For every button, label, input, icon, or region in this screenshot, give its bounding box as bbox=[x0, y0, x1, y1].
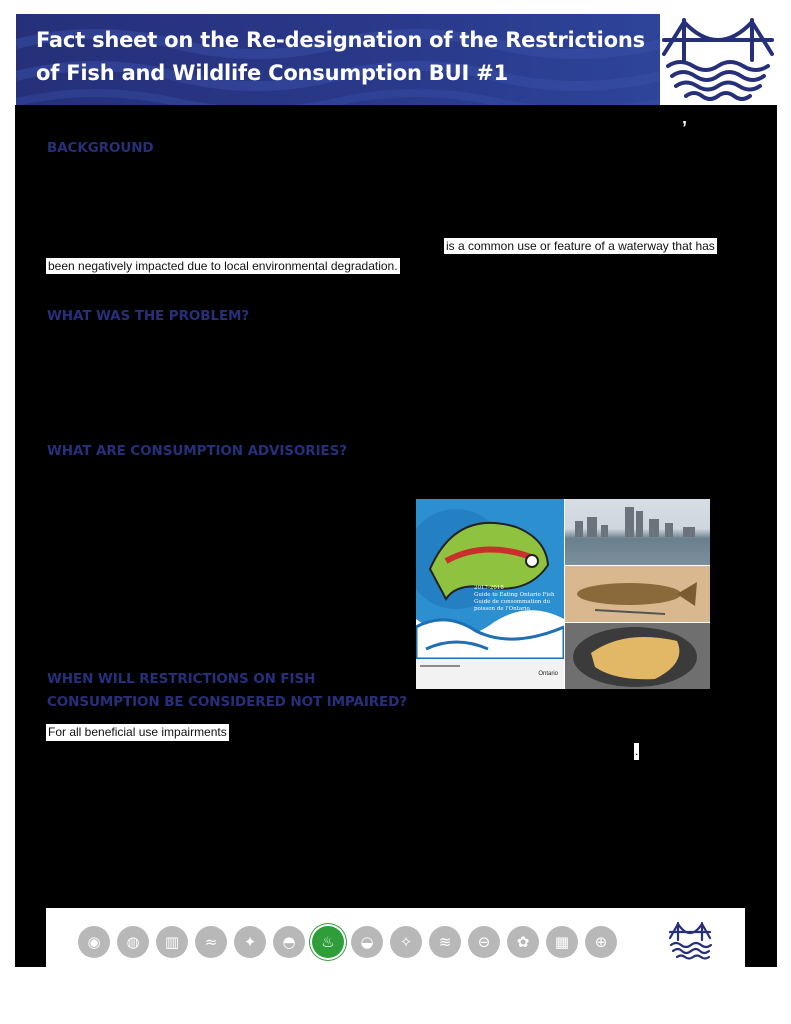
skyline-photo bbox=[565, 499, 710, 565]
fish-wildlife-consumption-icon: ♨ bbox=[312, 926, 344, 958]
stray-period: . bbox=[635, 744, 639, 758]
beach-closing-icon: ◒ bbox=[351, 926, 383, 958]
ontario-wordmark: Ontario bbox=[538, 671, 558, 677]
stray-mark: ’ bbox=[682, 118, 688, 138]
guide-cover-text bbox=[474, 585, 562, 613]
section-heading-background: BACKGROUND bbox=[47, 140, 154, 156]
agriculture-icon: ⊕ bbox=[585, 926, 617, 958]
title-line-1: Fact sheet on the Re-designation of the Restrictions bbox=[36, 28, 645, 52]
city-skyline bbox=[565, 499, 710, 565]
guide-cover-url bbox=[420, 665, 460, 667]
header-banner bbox=[16, 14, 776, 105]
dredging-icon: ⊖ bbox=[468, 926, 500, 958]
fish-consumption-icon: ◓ bbox=[273, 926, 305, 958]
bui-icon-row bbox=[78, 926, 617, 958]
guide-title-fr: Guide de consommation du poisson de l'Ontario bbox=[474, 599, 551, 612]
guide-years: 2017-2018 bbox=[474, 585, 504, 591]
bridge-waves-logo-icon bbox=[668, 920, 712, 962]
guide-cover-footer bbox=[416, 659, 564, 689]
drinking-water-icon: ▥ bbox=[156, 926, 188, 958]
fried-fillet bbox=[565, 623, 710, 689]
fish-guide-photo-collage bbox=[416, 499, 710, 689]
not-impaired-intro-text: For all beneficial use impairments bbox=[48, 725, 227, 739]
bui-icon-strip bbox=[46, 908, 745, 967]
bui-definition-text-cont: been negatively impacted due to local environmental degradation. bbox=[48, 259, 398, 273]
habitat-icon: ▦ bbox=[546, 926, 578, 958]
guide-cover bbox=[416, 499, 564, 689]
plankton-icon: ✧ bbox=[390, 926, 422, 958]
bui-definition-text: is a common use or feature of a waterway that has bbox=[446, 239, 715, 253]
heading-line-1: WHEN WILL RESTRICTIONS ON FISH bbox=[47, 671, 316, 687]
section-heading-advisories: WHAT ARE CONSUMPTION ADVISORIES? bbox=[47, 443, 347, 459]
bridge-waves-logo-icon bbox=[660, 14, 776, 105]
section-heading-problem: WHAT WAS THE PROBLEM? bbox=[47, 308, 250, 324]
fish-tumour-icon: ◉ bbox=[78, 926, 110, 958]
cooked-fish-photo bbox=[565, 623, 710, 689]
benthos-icon: ≈ bbox=[195, 926, 227, 958]
aesthetics-icon: ≋ bbox=[429, 926, 461, 958]
logo-panel bbox=[660, 14, 776, 105]
section-heading-not-impaired bbox=[47, 668, 407, 714]
fish-on-board-photo bbox=[565, 566, 710, 622]
eutrophication-icon: ◍ bbox=[117, 926, 149, 958]
guide-cover-art bbox=[416, 499, 564, 659]
title-line-2: of Fish and Wildlife Consumption BUI #1 bbox=[36, 61, 508, 85]
heading-line-2: CONSUMPTION BE CONSIDERED NOT IMPAIRED? bbox=[47, 694, 408, 710]
bird-deformities-icon: ✿ bbox=[507, 926, 539, 958]
page-title bbox=[36, 24, 666, 90]
caught-fish bbox=[565, 566, 710, 622]
guide-title-en: Guide to Eating Ontario Fish bbox=[474, 592, 555, 598]
wildlife-population-icon: ✦ bbox=[234, 926, 266, 958]
